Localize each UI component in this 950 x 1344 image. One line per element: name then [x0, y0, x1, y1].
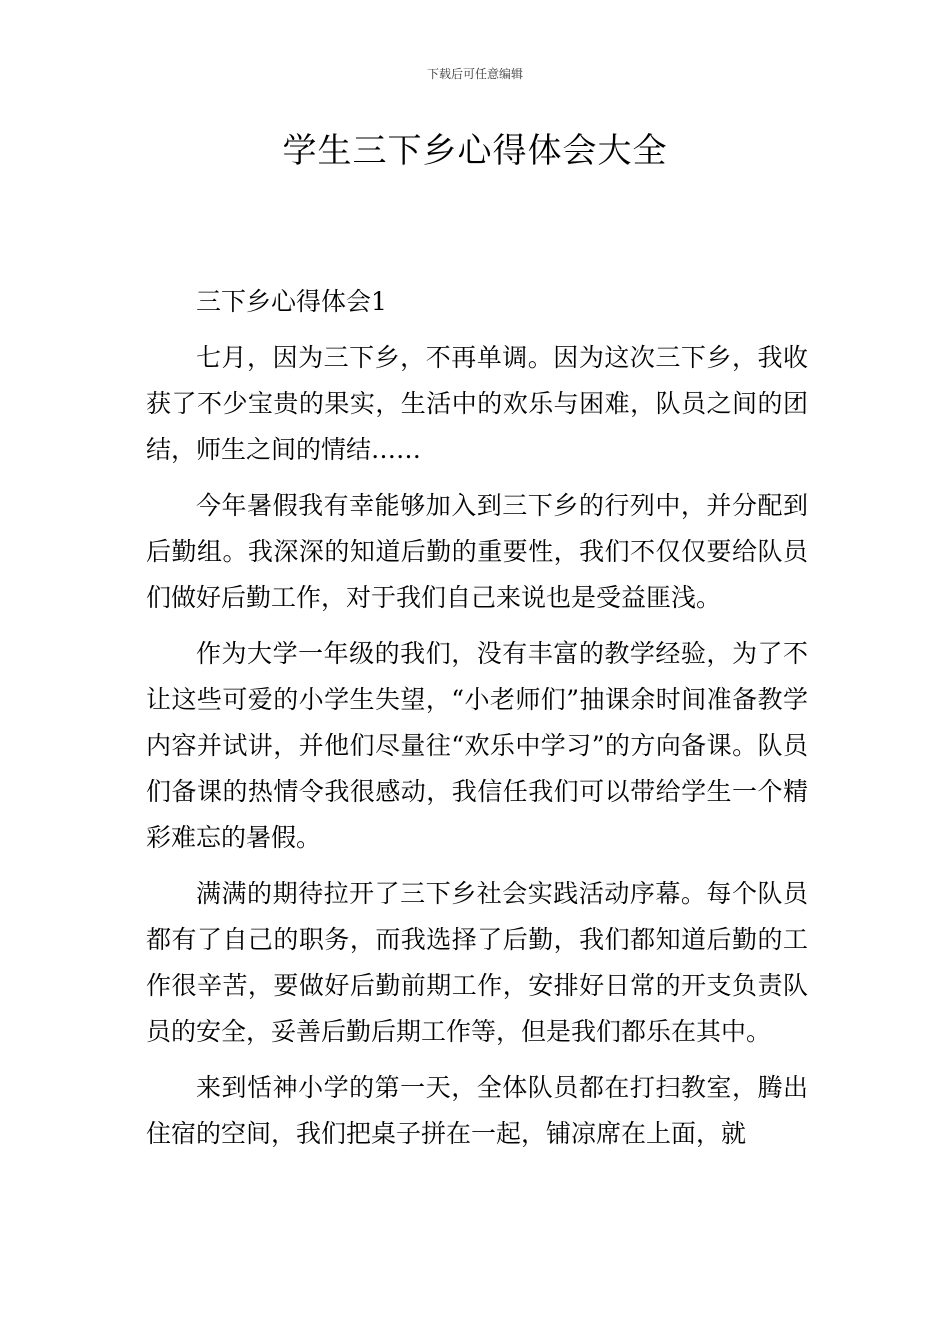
body-paragraph: 七月，因为三下乡，不再单调。因为这次三下乡，我收获了不少宝贵的果实，生活中的欢乐与困难，队员之间的团结，师生之间的情结……	[146, 343, 808, 464]
document-title: 学生三下乡心得体会大全	[282, 131, 668, 171]
document-body	[146, 279, 808, 1167]
body-paragraph: 今年暑假我有幸能够加入到三下乡的行列中，并分配到后勤组。我深深的知道后勤的重要性，我们不仅仅要给队员们做好后勤工作，对于我们自己来说也是受益匪浅。	[146, 491, 808, 612]
body-paragraph: 作为大学一年级的我们，没有丰富的教学经验，为了不让这些可爱的小学生失望，“小老师们”抽课余时间准备教学内容并试讲，并他们尽量往“欢乐中学习”的方向备课。队员们备课的热情令我很感动，我信任我们可以带给学生一个精彩难忘的暑假。	[146, 639, 808, 852]
body-paragraph: 满满的期待拉开了三下乡社会实践活动序幕。每个队员都有了自己的职务，而我选择了后勤，我们都知道后勤的工作很辛苦，要做好后勤前期工作，安排好日常的开支负责队员的安全，妥善后勤后期工作等，但是我们都乐在其中。	[146, 879, 808, 1046]
body-paragraph: 来到恬神小学的第一天，全体队员都在打扫教室，腾出住宿的空间，我们把桌子拼在一起，铺凉席在上面，就	[146, 1073, 808, 1148]
section-heading: 三下乡心得体会1	[196, 287, 387, 316]
page-header-note: 下载后可任意编辑	[426, 67, 523, 81]
